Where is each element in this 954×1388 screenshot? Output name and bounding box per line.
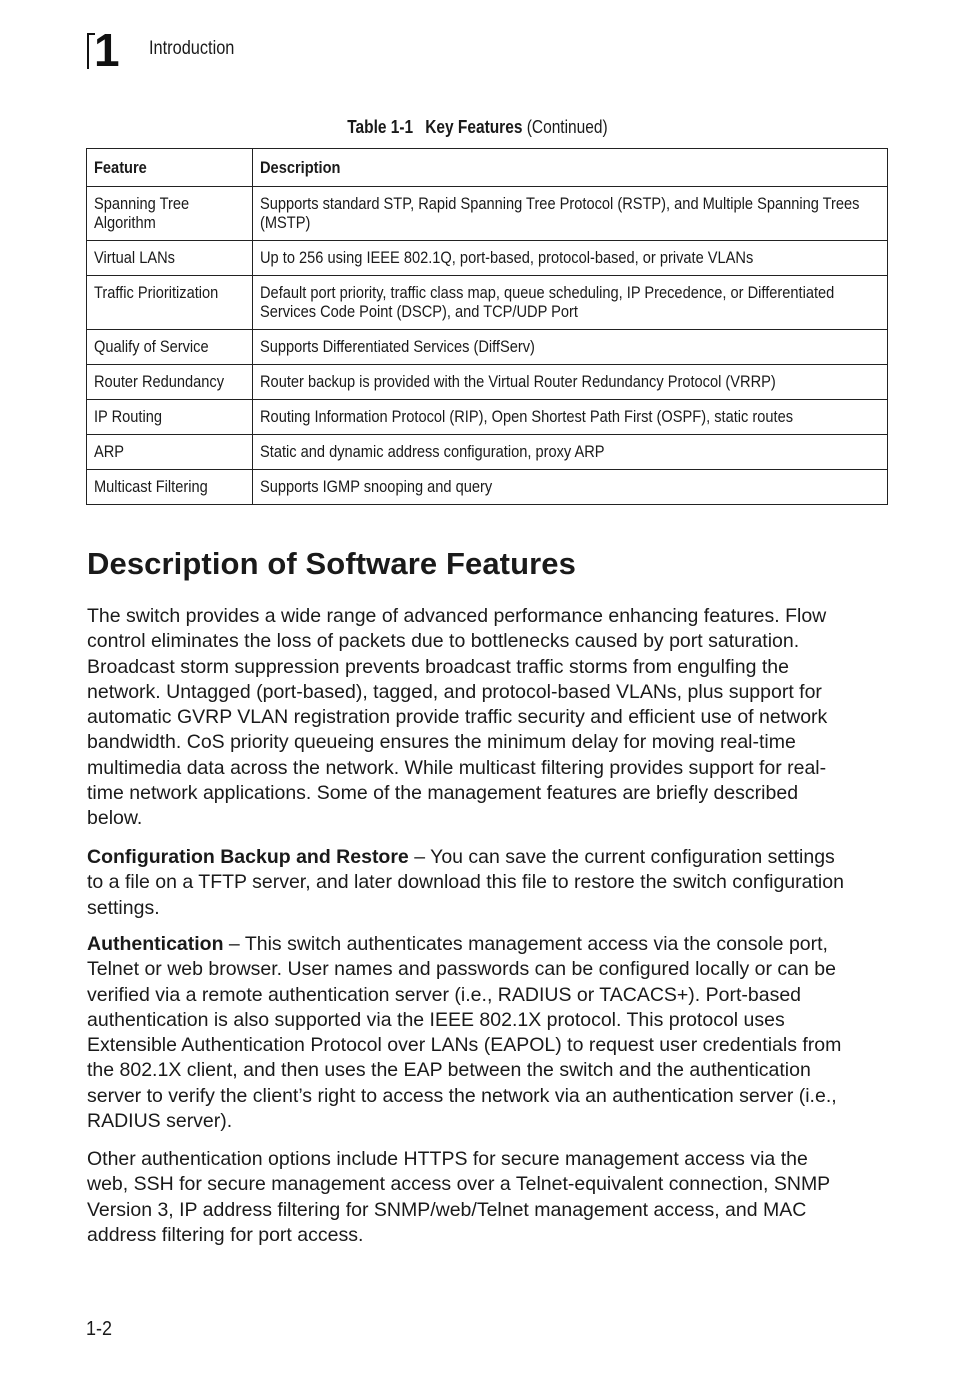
section-heading: Description of Software Features (87, 546, 576, 581)
feature-cell: Virtual LANs (87, 241, 253, 276)
authentication-text: – This switch authenticates management access via the console port, Telnet or web browser. User names and passwords can be configured locally or can be verified via a remote authentication server (i.e., RADIUS or TACACS+). Port-based authentication is also supported via the IEEE 802.1X protocol. This protocol uses Extensible Authentication Protocol over LANs (EAPOL) to request user credentials from the 802.1X client, and then uses the EAP between the switch and the authentication server to verify the client’s right to access the network via an authentication server (i.e., RADIUS server). (87, 933, 842, 1133)
table-row (87, 276, 888, 330)
backup-text: – You can save the current configuration settings to a file on a TFTP server, and later download this file to restore the switch configuration settings. (87, 846, 844, 919)
description-cell: Router backup is provided with the Virtual Router Redundancy Protocol (VRRP) (253, 365, 888, 400)
column-header-description: Description (253, 149, 888, 187)
page-number: 1-2 (86, 1318, 113, 1340)
description-cell: Static and dynamic address configuration, proxy ARP (253, 435, 888, 470)
backup-term: Configuration Backup and Restore (87, 846, 409, 868)
description-cell: Default port priority, traffic class map, queue scheduling, IP Precedence, or Differentiated Services Code Point (DSCP), and TCP/UDP Port (253, 276, 888, 330)
chapter-number-mark (87, 24, 123, 76)
table-caption-suffix: (Continued) (526, 117, 608, 137)
backup-paragraph (87, 845, 847, 921)
table-row (87, 400, 888, 435)
description-cell: Supports Differentiated Services (DiffServ) (253, 330, 888, 365)
feature-cell: Qualify of Service (87, 330, 253, 365)
table-caption-title: Key Features (424, 117, 523, 137)
table-caption (0, 117, 954, 138)
description-cell: Supports standard STP, Rapid Spanning Tree Protocol (RSTP), and Multiple Spanning Trees (MSTP) (253, 187, 888, 241)
running-header-title: Introduction (149, 38, 235, 59)
table-row (87, 365, 888, 400)
feature-cell: Traffic Prioritization (87, 276, 253, 330)
authentication-paragraph (87, 932, 847, 1134)
table-row (87, 435, 888, 470)
intro-paragraph: The switch provides a wide range of advanced performance enhancing features. Flow control eliminates the loss of packets due to bottlenecks caused by port saturation. Broadcast storm suppression prevents broadcast traffic storms from engulfing the network. Untagged (port-based), tagged, and protocol-based VLANs, plus support for automatic GVRP VLAN registration provide traffic security and efficient use of network bandwidth. CoS priority queueing ensures the minimum delay for moving real-time multimedia data across the network. While multicast filtering provides support for real-time network applications. Some of the management features are briefly described below. (87, 605, 828, 830)
feature-cell: Router Redundancy (87, 365, 253, 400)
table-row (87, 241, 888, 276)
authentication-term: Authentication (87, 933, 224, 955)
table-caption-label: Table 1-1 (346, 117, 413, 137)
key-features-table (86, 148, 888, 505)
feature-cell: ARP (87, 435, 253, 470)
feature-cell: IP Routing (87, 400, 253, 435)
description-cell: Up to 256 using IEEE 802.1Q, port-based, protocol-based, or private VLANs (253, 241, 888, 276)
table-header-row (87, 149, 888, 187)
table-row (87, 330, 888, 365)
table-row (87, 187, 888, 241)
description-cell: Routing Information Protocol (RIP), Open Shortest Path First (OSPF), static routes (253, 400, 888, 435)
table-row (87, 470, 888, 505)
feature-cell: Spanning Tree Algorithm (87, 187, 253, 241)
column-header-feature: Feature (87, 149, 253, 187)
chapter-number: 1 (94, 24, 120, 76)
feature-cell: Multicast Filtering (87, 470, 253, 505)
description-cell: Supports IGMP snooping and query (253, 470, 888, 505)
other-authentication-paragraph: Other authentication options include HTTPS for secure management access via the web, SSH for secure management access over a Telnet-equivalent connection, SNMP Version 3, IP address filtering for SNMP/web/Telnet management access, and MAC address filtering for port access. (87, 1148, 830, 1246)
